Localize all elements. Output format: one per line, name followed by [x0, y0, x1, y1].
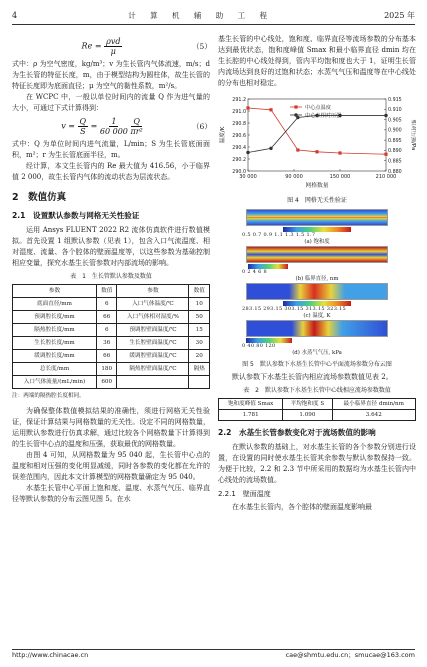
table-row — [13, 298, 210, 311]
table-cell: 1.781 — [219, 410, 283, 421]
table-cell: 生长腔长度/mm — [13, 337, 97, 350]
subsubsection-heading: 2.2.1 壁面温度 — [218, 490, 271, 498]
legend-marker — [294, 113, 297, 116]
eq6-f2n: 1 — [111, 117, 117, 126]
table-row — [13, 363, 210, 376]
table-cell: 1.090 — [283, 410, 332, 421]
header-rule — [12, 24, 415, 25]
eq6-mid: = — [90, 121, 98, 131]
y-right-tick-label: 0.890 — [388, 149, 402, 155]
paragraph: 在默认参数的基础上，对水基生长管的各个参数分别进行设置，在设置的同时使水基生长管其余参数与默认参数保持一致。为便于比较，2.2 和 2.3 节中所采用的数据均为水基生长管内中心线处的流场数值。 — [218, 443, 416, 484]
data-point — [269, 108, 272, 111]
x-tick-label: 30 000 — [239, 174, 257, 180]
fig5-contours — [218, 209, 416, 357]
table1-caption: 表 1 生长管默认参数及数值 — [70, 273, 152, 280]
eq6-f3d: πr² — [130, 127, 143, 136]
y-right-tick-label: 0.900 — [388, 128, 402, 134]
paragraph: 水基生长管中心平面上饱和度、温度、水蒸气气压、临界直径等默认参数的分布云图见图 5。在水 — [12, 484, 210, 503]
y-left-tick-label: 290.4 — [232, 145, 246, 151]
table-cell: 入口气体相对湿度/% — [117, 311, 189, 324]
contour-vapor-pressure — [246, 320, 388, 337]
table-cell: 隔热 — [189, 363, 210, 376]
table-header-cell: 参数 — [13, 285, 97, 298]
subfigure-label: (c) 温度, K — [303, 313, 331, 319]
x-tick-label: 210 000 — [375, 174, 397, 180]
table-cell: 隔热腔壁面温度/℃ — [117, 363, 189, 376]
paragraph: 在水基生长管内，各个腔体的壁面温度影响最 — [232, 503, 372, 511]
table-cell: 入口气体流量/(mL/min) — [13, 376, 97, 389]
table-cell: 600 — [96, 376, 116, 389]
legend-label: 中心点温度 — [305, 104, 331, 111]
table2-caption: 表 2 默认参数下水基生长管中心线相应流场参数数值 — [243, 387, 391, 394]
table-header-cell: 数值 — [96, 285, 116, 298]
paragraph: 经计算，本文生长管内的 Re 最大值为 416.56，小于临界值 2 000，故生长管内气体的流动状态为层流状态。 — [12, 162, 210, 181]
x-tick-label: 90 000 — [285, 174, 303, 180]
table-cell: 10 — [189, 298, 210, 311]
table-header-cell: 平均饱和度 S — [283, 399, 332, 410]
table-cell — [117, 376, 189, 389]
table-cell: 预调腔壁面温度/℃ — [117, 324, 189, 337]
contour-temperature — [246, 283, 388, 300]
paragraph: 为确保整体数值模拟结果的准确性，须进行网格无关性验证，保证计算结果与网格数量的无关性。设定不同的网格数量，运用默认参数进行仿真求解，通过比较各个网格数量下计算得到的生长管中心点的温度和压强，获取最优的网格数量。 — [12, 407, 210, 448]
table-cell: 入口气体温度/℃ — [117, 298, 189, 311]
table-2 — [218, 398, 416, 421]
table-row — [13, 337, 210, 350]
page-header — [12, 10, 415, 22]
y-left-tick-label: 291.0 — [232, 109, 246, 115]
mesh-independence-chart — [218, 93, 416, 193]
subsection-heading: 2.1 设置默认参数与网格无关性验证 — [12, 211, 140, 220]
paragraph: 在 WCPC 中，一般以单位时间内的流量 Q 作为进气量的大小，可通过下式计算得到： — [12, 93, 210, 112]
table-row — [13, 350, 210, 363]
y-left-tick-label: 290.0 — [232, 169, 246, 175]
table-header-cell: 参数 — [117, 285, 189, 298]
table-cell: 66 — [96, 350, 116, 363]
data-point — [246, 106, 249, 109]
journal-title: 计 算 机 辅 助 工 程 — [128, 11, 273, 20]
y-right-tick-label: 0.895 — [388, 138, 402, 144]
section-heading: 2 数值仿真 — [12, 192, 67, 203]
subsection-heading: 2.2 水基生长管参数变化对于流场数值的影响 — [218, 428, 376, 437]
table-cell: 总长度/mm — [13, 363, 97, 376]
y-left-tick-label: 290.2 — [232, 157, 246, 163]
legend-label: 中心点相对压强 — [305, 112, 342, 119]
table-cell: 预调腔长度/mm — [13, 311, 97, 324]
y-left-tick-label: 290.8 — [232, 121, 246, 127]
colorbar-ticks: 0 2 4 6 8 — [242, 269, 267, 275]
table-cell: 50 — [189, 311, 210, 324]
right-column — [218, 34, 416, 513]
contour-saturation — [246, 209, 388, 226]
x-axis-label: 网格数量 — [305, 183, 329, 189]
table-row — [219, 410, 416, 421]
table-cell: 15 — [189, 324, 210, 337]
table-cell: 缓调腔壁面温度/℃ — [117, 350, 189, 363]
table-cell: 6 — [96, 298, 116, 311]
paragraph: 基生长管的中心线处，饱和度、临界直径等流场参数的分布基本达到最优状态，饱和度峰值 Smax 和最小临界直径 dmin 均在生长腔的中心线处得到，管内平均饱和度也大于 1，证明生长管内流场达到良好的过饱和状态；水蒸气气压和温度等在中心线处的分布也相对稳定。 — [218, 35, 416, 87]
table-header-cell: 最小临界直径 dmin/nm — [332, 399, 416, 410]
table-cell: 生长腔壁面温度/℃ — [117, 337, 189, 350]
year: 2025 年 — [384, 11, 415, 20]
table-cell: 30 — [189, 337, 210, 350]
table-cell: 底面直径/mm — [13, 298, 97, 311]
data-point — [246, 151, 249, 154]
colorbar-ticks: 283.15 293.15 303.15 313.15 323.15 — [242, 306, 347, 312]
paragraph: 由图 4 可知，从网格数量为 95 040 起，生长管中心点的温度和相对压强的变化明显减缓，同时各参数的变化都在允许的误差范围内，因此本文计算模型的网格数量确定为 95 040。 — [12, 451, 210, 481]
fig5-caption: 图 5 默认参数下水基生长管中心平面流场参数分布云图 — [242, 361, 392, 368]
eq5-num: ρvd — [106, 37, 121, 46]
eq6-f2d: 60 000 — [99, 127, 128, 136]
table-cell: 20 — [189, 350, 210, 363]
y-right-axis-label: 相对压强/Pa — [410, 119, 416, 151]
y-left-tick-label: 290.6 — [232, 133, 246, 139]
eq6-lhs: v = — [61, 121, 75, 131]
table-cell — [189, 376, 210, 389]
table-header-cell: 数值 — [189, 285, 210, 298]
y-left-tick-label: 291.2 — [232, 97, 246, 103]
equation-6 — [12, 117, 210, 136]
data-point — [315, 150, 318, 153]
footer-email: cae@shmtu.edu.cn；smucae@163.com — [285, 651, 415, 659]
table-cell: 3.642 — [332, 410, 416, 421]
y-right-tick-label: 0.905 — [388, 118, 402, 124]
colorbar-ticks: 0.5 0.7 0.9 1.1 1.3 1.5 1.7 — [242, 232, 316, 238]
legend-marker — [294, 105, 297, 108]
table-row — [13, 376, 210, 389]
table-header-row — [219, 399, 416, 410]
footer-website: http://www.chinacae.cn — [12, 651, 89, 659]
subfigure-label: (d) 水蒸气气压, kPa — [292, 350, 342, 356]
paragraph: 式中：ρ 为空气密度，kg/m³；v 为生长管内气体流速，m/s；d 为生长管的特征长度，m，由于模型结构为圆柱体，故生长管的特征长度即为底面直径；μ 为空气的黏性系数，m²/s。 — [12, 60, 210, 90]
data-point — [338, 151, 341, 154]
paragraph: 运用 Ansys FLUENT 2022 R2 流体仿真软件进行数值模拟。首先设置 1 组默认参数（见表 1），包含入口气流温度、相对湿度、流量、各个腔体的壁面温度等，以这些参数为基础控制相应变量，探究水基生长管参数对内部流场的影响。 — [12, 226, 210, 267]
eq5-lhs: Re = — [81, 41, 102, 51]
y-right-tick-label: 0.915 — [388, 97, 402, 103]
table-row — [13, 311, 210, 324]
eq6-f3n: Q — [133, 117, 140, 126]
eq5-den: μ — [110, 47, 116, 56]
fig4-caption: 图 4 网格无关性验证 — [287, 197, 347, 204]
x-tick-label: 150 000 — [329, 174, 351, 180]
series-line — [248, 115, 386, 152]
subfigure-label: (b) 临界直径, nm — [295, 276, 339, 282]
table-header-cell: 饱和度峰值 Smax — [219, 399, 283, 410]
page-footer — [12, 650, 415, 661]
equation-5 — [12, 37, 210, 56]
y-right-tick-label: 0.910 — [388, 108, 402, 114]
table-cell: 180 — [96, 363, 116, 376]
paragraph: 默认参数下水基生长管内相应流场参数数值见表 2。 — [232, 373, 393, 381]
y-left-axis-label: 温度/K — [220, 126, 226, 144]
data-point — [384, 114, 387, 117]
data-point — [269, 147, 272, 150]
left-column — [12, 34, 210, 505]
table-cell: 隔热腔长度/mm — [13, 324, 97, 337]
page-number: 4 — [12, 11, 18, 20]
data-point — [384, 153, 387, 156]
y-right-tick-label: 0.885 — [388, 159, 402, 165]
table1-note: 注：两端的隔热腔长度相同。 — [12, 393, 85, 399]
data-point — [296, 148, 299, 151]
eq6-f1d: S — [80, 127, 86, 136]
table-row — [13, 324, 210, 337]
subfigure-label: (a) 饱和度 — [304, 239, 330, 245]
eq6-f1n: Q — [79, 117, 87, 126]
y-right-tick-label: 0.880 — [388, 169, 402, 175]
contour-critical-diameter — [246, 246, 388, 263]
table-header-row — [13, 285, 210, 298]
eq5-number: （5） — [192, 42, 212, 51]
table-1 — [12, 284, 210, 389]
table-cell: 66 — [96, 311, 116, 324]
eq6-number: （6） — [192, 122, 212, 131]
colorbar-ticks: 0 40 80 120 — [242, 343, 276, 349]
paragraph: 式中：Q 为单位时间内进气流量，L/min；S 为生长管底面面积，m²；r 为生长管底面半径，m。 — [12, 140, 210, 159]
table-cell: 缓调腔长度/mm — [13, 350, 97, 363]
table-cell: 36 — [96, 337, 116, 350]
table-cell: 6 — [96, 324, 116, 337]
